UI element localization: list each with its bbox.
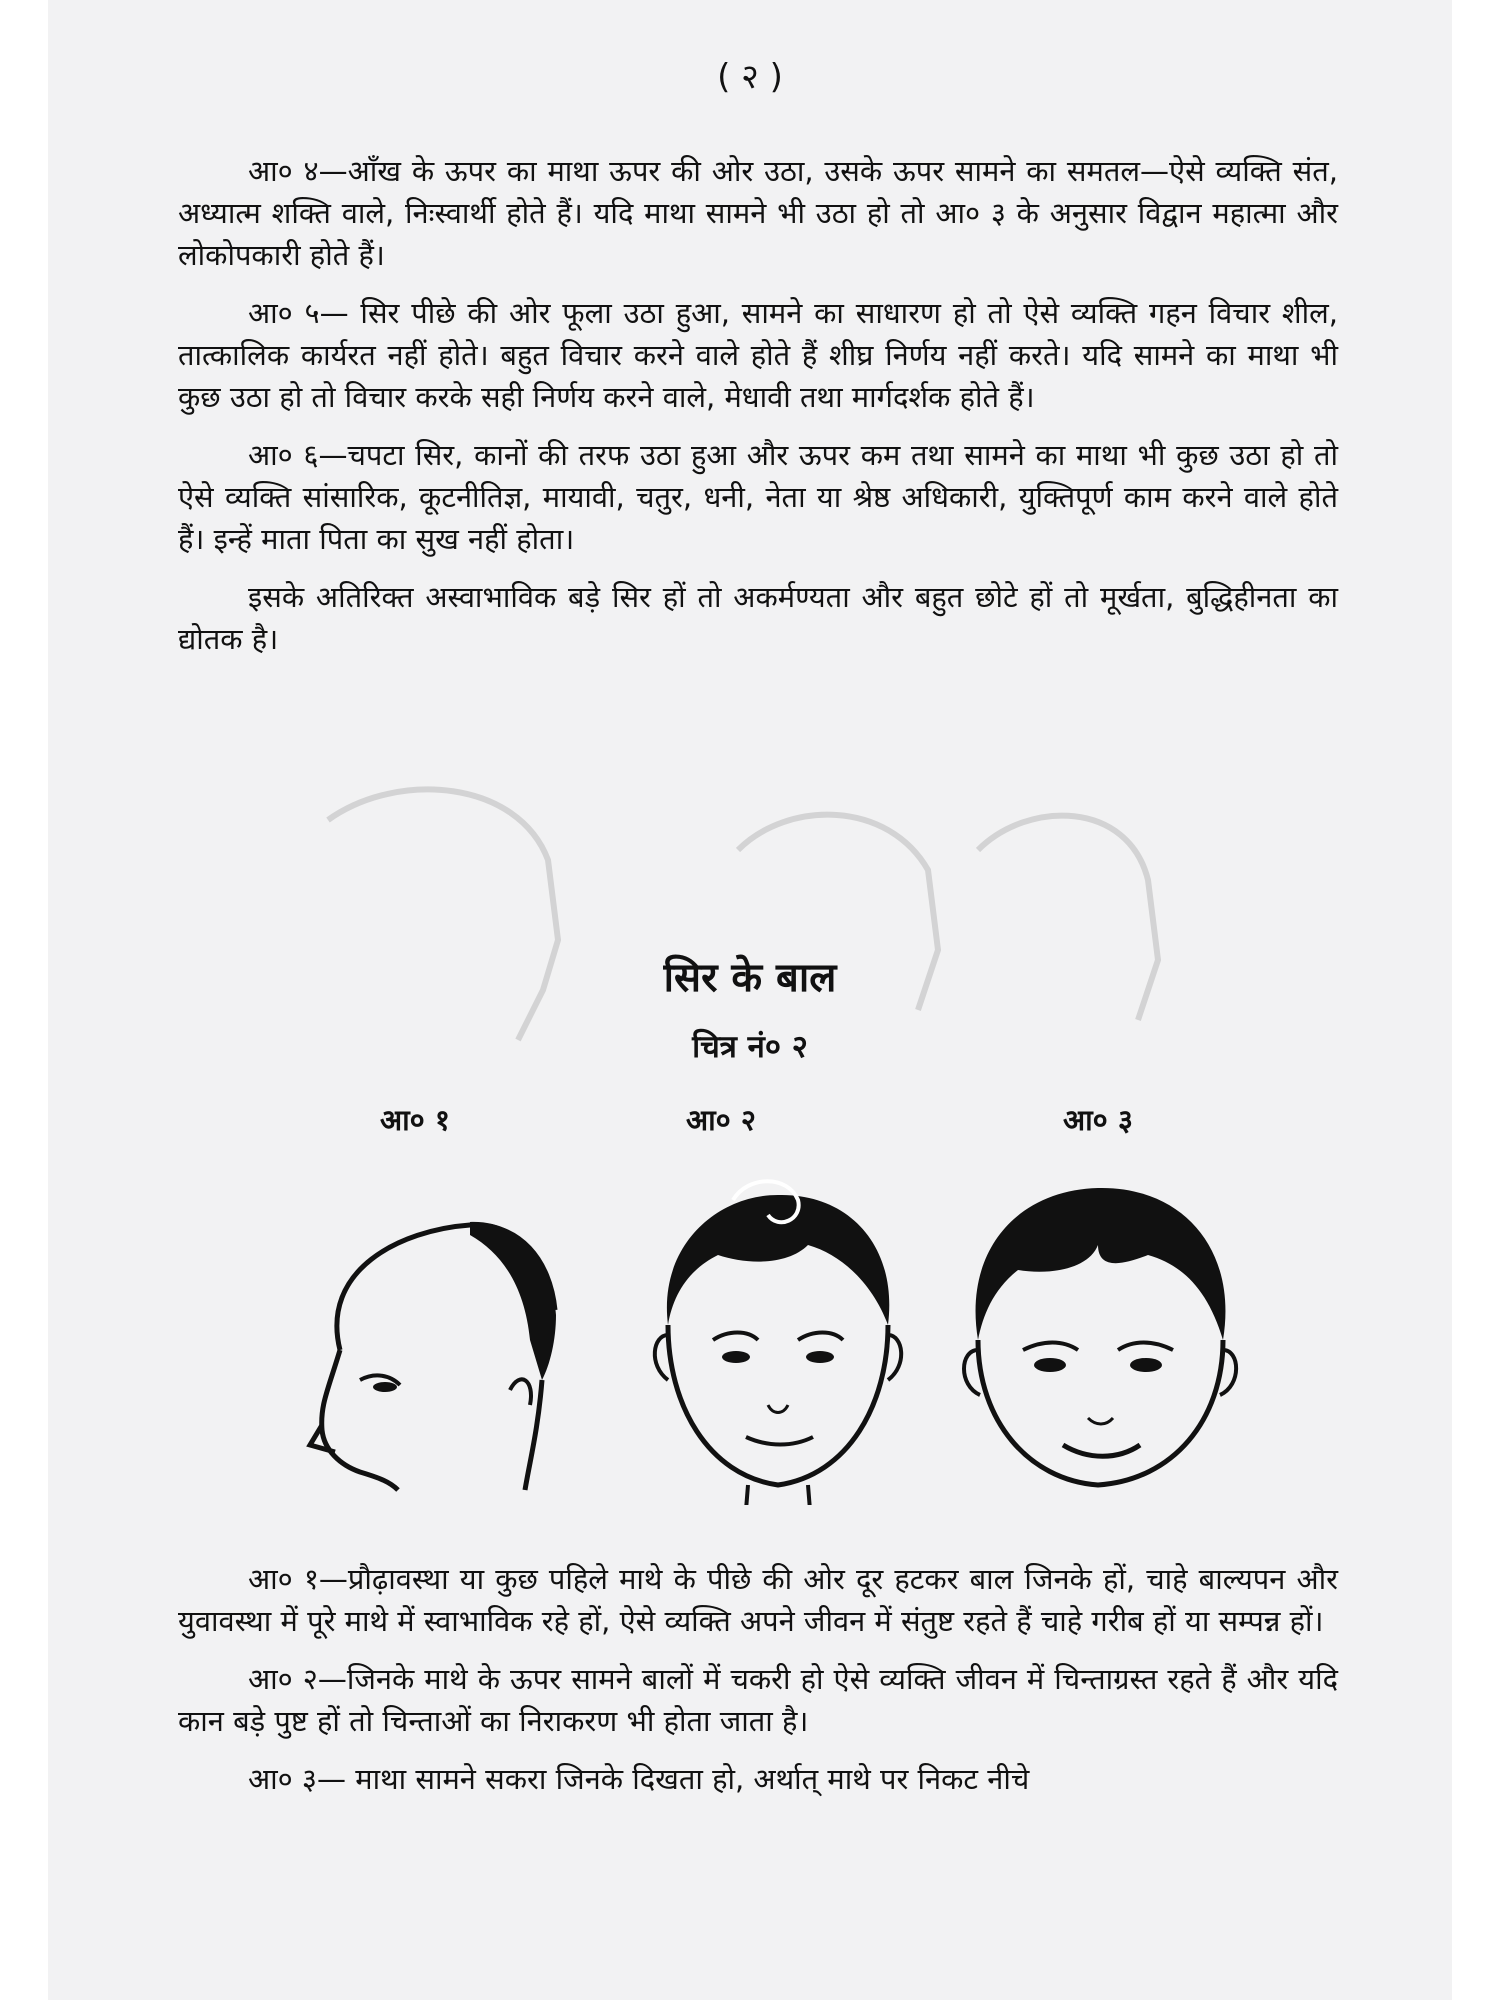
page-number: ( २ ) (717, 57, 783, 97)
paragraph-head-size: इसके अतिरिक्त अस्वाभाविक बड़े सिर हों तो अकर्मण्यता और बहुत छोटे हों तो मूर्खता, बुद्धिहीनता का द्योतक है। (178, 580, 1338, 656)
head-front-curl-hair-illustration (628, 1175, 928, 1505)
paragraph-hair-2: आ० २—जिनके माथे के ऊपर सामने बालों में चकरी हो ऐसे व्यक्ति जीवन में चिन्ताग्रस्त रहते हैं और यदि कान बड़े पुष्ट हों तो चिन्ताओं का निराकरण भी होता जाता है। (178, 1662, 1338, 1738)
paragraph-shape-5: आ० ५— सिर पीछे की ओर फूला उठा हुआ, सामने का साधारण हो तो ऐसे व्यक्ति गहन विचार शील, तात्कालिक कार्यरत नहीं होते। बहुत विचार करने वाले होते हैं शीघ्र निर्णय नहीं करते। यदि सामने का माथा भी कुछ उठा हो तो विचार करके सही निर्णय करने वाले, मेधावी तथा मार्गदर्शक होते हैं। (178, 296, 1338, 414)
paragraph-hair-1: आ० १—प्रौढ़ावस्था या कुछ पहिले माथे के पीछे की ओर दूर हटकर बाल जिनके हों, चाहे बाल्यपन और युवावस्था में पूरे माथे में स्वाभाविक रहे हों, ऐसे व्यक्ति अपने जीवन में संतुष्ट रहते हैं चाहे गरीब हों या सम्पन्न हों। (178, 1562, 1338, 1638)
head-front-thick-hair-illustration (948, 1170, 1248, 1500)
paragraph-hair-3: आ० ३— माथा सामने सकरा जिनके दिखता हो, अर्थात् माथे पर निकट नीचे (248, 1762, 1030, 1796)
body-text-top (178, 150, 1338, 660)
paragraph-shape-6: आ० ६—चपटा सिर, कानों की तरफ उठा हुआ और ऊपर कम तथा सामने का माथा भी कुछ उठा हो तो ऐसे व्यक्ति सांसारिक, कूटनीतिज्ञ, मायावी, चतुर, धनी, नेता या श्रेष्ठ अधिकारी, युक्तिपूर्ण काम करने वाले होते हैं। इन्हें माता पिता का सुख नहीं होता। (178, 438, 1338, 556)
book-page (48, 0, 1452, 2000)
section-title: सिर के बाल (663, 955, 837, 1001)
paragraph-shape-4: आ० ४—आँख के ऊपर का माथा ऊपर की ओर उठा, उसके ऊपर सामने का समतल—ऐसे व्यक्ति संत, अध्यात्म शक्ति वाले, निःस्वार्थी होते हैं। यदि माथा सामने भी उठा हो तो आ० ३ के अनुसार विद्वान महात्मा और लोकोपकारी होते हैं। (178, 154, 1338, 272)
head-profile-receding-hair-illustration (280, 1190, 580, 1500)
figure-label-1: आ० १ (380, 1103, 450, 1137)
body-text-bottom (178, 1558, 1338, 1800)
figure-label-2: आ० २ (686, 1103, 756, 1137)
figure-label-3: आ० ३ (1063, 1103, 1133, 1137)
figure-caption: चित्र नं० २ (692, 1029, 808, 1065)
